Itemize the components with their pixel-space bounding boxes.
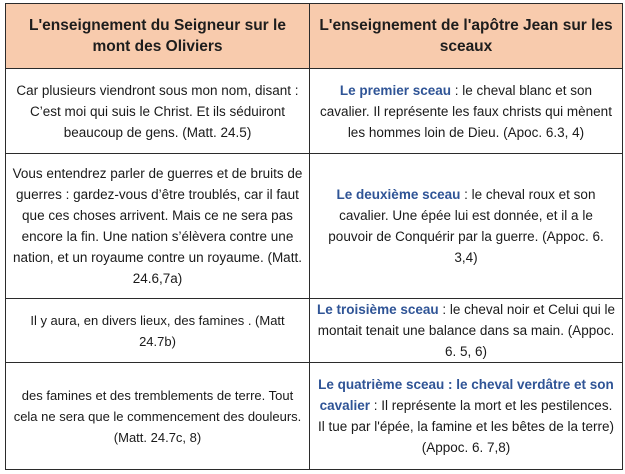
cell-seal-text xyxy=(310,69,623,154)
matthew-quote: Il y aura, en divers lieux, des famines . (Matt 24.7b) xyxy=(30,312,285,349)
seal-description: : le cheval blanc et son cavalier. Il représente les faux christs qui mènent les hommes loin de Dieu. (Apoc. 6.3, 4) xyxy=(320,82,612,140)
matthew-quote: Vous entendrez parler de guerres et de bruits de guerres : gardez-vous d’être troublés, car il faut que ces choses arrivent. Mais ce ne sera pas encore la fin. Une nation s’élèvera contre une nation, et un royaume contre un royaume. (Matt. 24.6,7a) xyxy=(12,166,303,286)
cell-seal-text xyxy=(310,363,623,470)
seal-title: Le premier sceau xyxy=(339,82,451,98)
seal-description: : le cheval noir et Celui qui le montait tenait une balance dans sa main. (Appoc. 6. 5, 6) xyxy=(317,302,615,359)
cell-matthew-text xyxy=(6,154,310,299)
header-row xyxy=(6,4,623,69)
comparison-table xyxy=(5,3,623,470)
cell-seal-text xyxy=(310,154,623,299)
seal-description: : Il représente la mort et les pestilences. Il tue par l'épée, la famine et les bêtes de la terre) (Appoc. 6. 7,8) xyxy=(318,398,614,455)
seal-title: Le troisième sceau xyxy=(317,302,439,317)
seal-title: Le quatrième sceau : le cheval verdâtre et son cavalier xyxy=(318,377,614,413)
table-row xyxy=(6,154,623,299)
table-row xyxy=(6,299,623,363)
table-row xyxy=(6,69,623,154)
cell-matthew-text xyxy=(6,363,310,470)
matthew-quote: des famines et des tremblements de terre. Tout cela ne sera que le commencement des douleurs. (Matt. 24.7c, 8) xyxy=(13,387,302,445)
table-header xyxy=(6,4,623,69)
cell-matthew-text xyxy=(6,299,310,363)
seal-title: Le deuxième sceau xyxy=(336,187,461,202)
matthew-quote: Car plusieurs viendront sous mon nom, disant : C’est moi qui suis le Christ. Et ils séduiront beaucoup de gens. (Matt. 24.5) xyxy=(16,82,299,140)
header-mount-olives: L'enseignement du Seigneur sur le mont des Oliviers xyxy=(6,4,310,69)
header-john-seals: L'enseignement de l'apôtre Jean sur les sceaux xyxy=(310,4,623,69)
table-row xyxy=(6,363,623,470)
cell-seal-text xyxy=(310,299,623,363)
seal-description: : le cheval roux et son cavalier. Une épée lui est donnée, et il a le pouvoir de Conquérir par la guerre. (Appoc. 6. 3,4) xyxy=(328,187,604,265)
cell-matthew-text xyxy=(6,69,310,154)
table-body xyxy=(6,69,623,470)
